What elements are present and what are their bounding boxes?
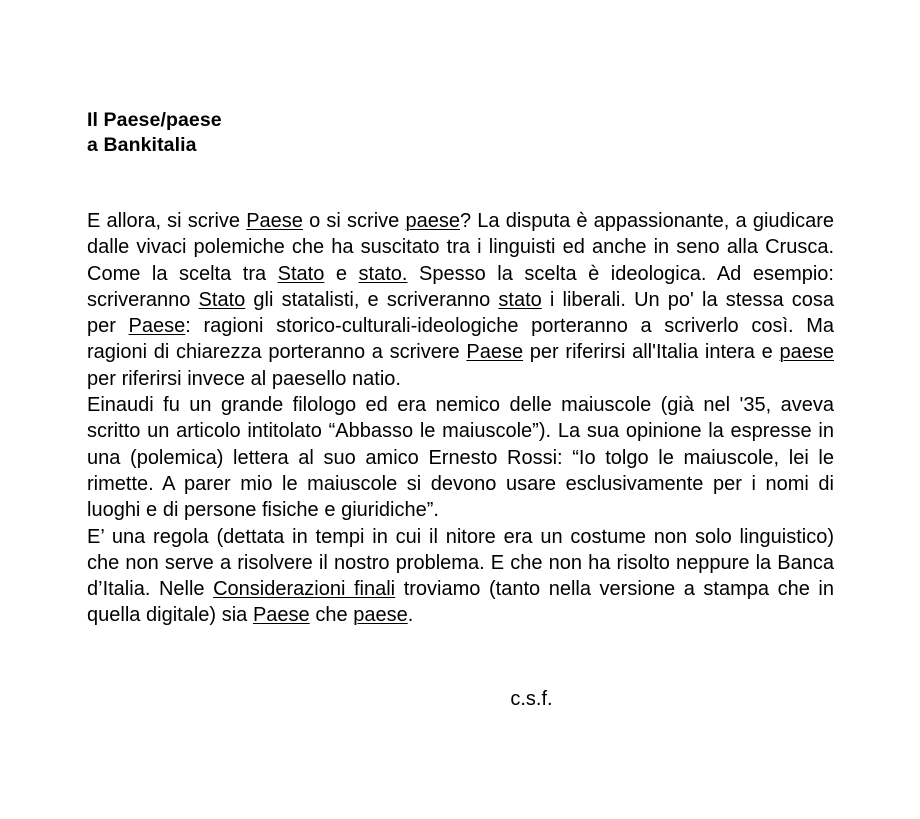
paragraph-2: Einaudi fu un grande filologo ed era nemico delle maiuscole (già nel '35, aveva scritto un articolo intitolato “Abbasso le maiuscole”). La sua opinione la espresse in una (polemica) lettera al suo amico Ernesto Rossi: “Io tolgo le maiuscole, lei le rimette. A parer mio le maiuscole si devono usare esclusivamente per i nomi di luoghi e di persone fisiche e giuridiche”.: [87, 394, 834, 522]
underlined-term: Paese: [466, 341, 524, 364]
underlined-term: Stato: [198, 288, 246, 311]
underlined-term: Paese: [246, 210, 303, 232]
underlined-term: paese: [779, 341, 834, 364]
body-text: [87, 208, 834, 629]
paragraph-3: E’ una regola (dettata in tempi in cui il nitore era un costume non solo linguistico) che non serve a risolvere il nostro problema. E che non ha risolto neppure la Banca d’Italia. Nelle Considerazioni finali troviamo (tanto nella versione a stampa che in quella digitale) sia Paese che paese.: [87, 525, 834, 627]
underlined-term: Stato: [277, 262, 325, 285]
underlined-term: Paese: [128, 315, 186, 338]
underlined-term: paese: [405, 210, 460, 232]
title-line-2: a Bankitalia: [87, 134, 197, 156]
title-line-1: Il Paese/paese: [87, 109, 222, 131]
underlined-term: Considerazioni finali: [213, 578, 396, 601]
underlined-term: stato: [498, 288, 542, 311]
underlined-term: stato.: [358, 262, 408, 285]
paragraph-1: E allora, si scrive Paese o si scrive paese? La disputa è appassionante, a giudicare dalle vivaci polemiche che ha suscitato tra i linguisti ed anche in seno alla Crusca. Come la scelta tra Stato e stato. Spesso la scelta è ideologica. Ad esempio: scriveranno Stato gli statalisti, e scriveranno stato i liberali. Un po' la stessa cosa per Paese: ragioni storico-culturali-ideologiche porteranno a scriverlo così. Ma ragioni di chiarezza porteranno a scrivere Paese per riferirsi all'Italia intera e paese per riferirsi invece al paesello natio.: [87, 210, 835, 390]
underlined-term: Paese: [252, 604, 310, 627]
underlined-term: paese: [353, 604, 408, 627]
slide-title: [87, 108, 834, 158]
signature: c.s.f.: [510, 688, 553, 710]
